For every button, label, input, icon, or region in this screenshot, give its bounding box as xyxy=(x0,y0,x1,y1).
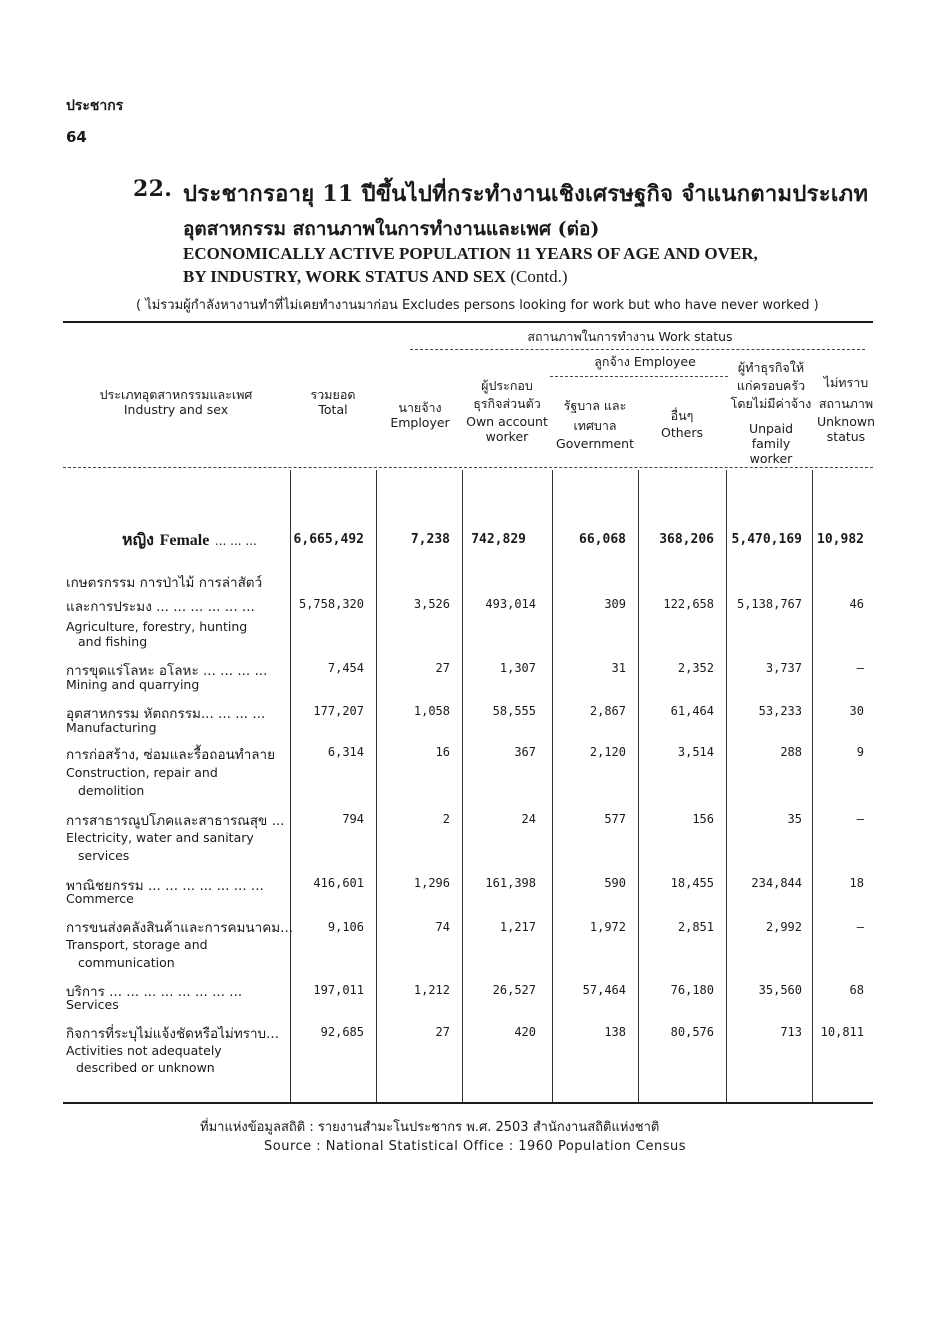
row-agriculture-others: 122,658 xyxy=(663,597,714,611)
header-unpaid-en1: Unpaid xyxy=(748,421,794,436)
row-manufacturing-gov: 2,867 xyxy=(589,704,626,718)
row-electricity-own: 24 xyxy=(521,812,536,826)
row-unknown-activity-en1: Activities not adequately xyxy=(66,1043,222,1058)
row-manufacturing-th1: อุตสาหกรรม หัตถกรรม... ... ... ... xyxy=(66,706,266,722)
row-mining-th1: การขุดแร่โลหะ อโลหะ ... ... ... ... xyxy=(66,663,268,679)
row-transport-th1: การขนส่งคลังสินค้าและการคมนาคม... xyxy=(66,920,294,936)
row-electricity-th1: การสาธารณูปโภคและสาธารณสุข ... xyxy=(66,813,285,829)
header-own-th1: ผู้ประกอบ xyxy=(481,378,533,393)
row-unknown-activity-others: 80,576 xyxy=(670,1025,714,1039)
row-manufacturing-en1: Manufacturing xyxy=(66,720,157,735)
title-contd: (Contd.) xyxy=(510,267,568,286)
female-total: 6,665,492 xyxy=(293,532,364,547)
female-own-account: 742,829 xyxy=(471,532,526,547)
header-gov-th2: เทศบาล xyxy=(573,418,617,433)
row-construction-unpaid: 288 xyxy=(780,745,802,759)
row-electricity-gov: 577 xyxy=(604,812,626,826)
row-commerce-total: 416,601 xyxy=(313,876,364,890)
source-english: Source : National Statistical Office : 1960 Population Census xyxy=(264,1139,686,1154)
row-electricity-unpaid: 35 xyxy=(787,812,802,826)
col-divider-2 xyxy=(376,470,377,1102)
col-divider-1 xyxy=(290,470,291,1102)
row-agriculture-unknown: 46 xyxy=(849,597,864,611)
female-unknown: 10,982 xyxy=(817,532,864,547)
header-bottom-rule xyxy=(63,467,873,468)
header-gov-en: Government xyxy=(556,436,634,451)
header-unknown-th1: ไม่ทราบ xyxy=(823,375,869,390)
row-electricity-total: 794 xyxy=(342,812,364,826)
row-services-en1: Services xyxy=(66,997,119,1012)
col-divider-7 xyxy=(812,470,813,1102)
header-gov-th1: รัฐบาล และ xyxy=(563,398,627,413)
row-mining-total: 7,454 xyxy=(327,661,364,675)
row-unknown-activity-unpaid: 713 xyxy=(780,1025,802,1039)
row-electricity-en1: Electricity, water and sanitary xyxy=(66,830,254,845)
row-unknown-activity-own: 420 xyxy=(514,1025,536,1039)
row-mining-unpaid: 3,737 xyxy=(765,661,802,675)
source-thai: ที่มาแห่งข้อมูลสถิติ : รายงานสำมะโนประชากร พ.ศ. 2503 สำนักงานสถิติแห่งชาติ xyxy=(200,1120,660,1135)
row-construction-unknown: 9 xyxy=(856,745,864,759)
row-manufacturing-own: 58,555 xyxy=(492,704,536,718)
row-construction-employer: 16 xyxy=(435,745,450,759)
header-unpaid-th2: แก่ครอบครัว xyxy=(736,378,806,393)
row-transport-others: 2,851 xyxy=(677,920,714,934)
row-electricity-employer: 2 xyxy=(442,812,450,826)
row-agriculture-en2: and fishing xyxy=(78,634,148,649)
row-transport-employer: 74 xyxy=(435,920,450,934)
header-unpaid-th3: โดยไม่มีค่าจ้าง xyxy=(730,396,812,411)
header-employee-rule xyxy=(550,376,728,377)
row-agriculture-en1: Agriculture, forestry, hunting xyxy=(66,619,248,634)
female-label-en: Female xyxy=(159,532,210,549)
header-unpaid-en3: worker xyxy=(749,451,793,466)
page-number: 64 xyxy=(66,128,87,146)
header-employee: ลูกจ้าง Employee xyxy=(594,354,696,369)
row-transport-unpaid: 2,992 xyxy=(765,920,802,934)
row-commerce-th1: พาณิชยกรรม ... ... ... ... ... ... ... xyxy=(66,878,264,894)
col-divider-3 xyxy=(462,470,463,1102)
header-employer-th: นายจ้าง xyxy=(398,400,442,415)
female-row-label xyxy=(122,528,257,553)
row-mining-others: 2,352 xyxy=(677,661,714,675)
header-industry-en: Industry and sex xyxy=(123,402,229,417)
row-transport-en2: communication xyxy=(78,955,175,970)
row-unknown-activity-en2: described or unknown xyxy=(76,1060,215,1075)
row-agriculture-th2: และการประมง ... ... ... ... ... ... xyxy=(66,599,255,615)
row-agriculture-unpaid: 5,138,767 xyxy=(736,597,802,611)
row-construction-en1: Construction, repair and xyxy=(66,765,218,780)
row-mining-own: 1,307 xyxy=(499,661,536,675)
section-name: ประชากร xyxy=(66,98,124,114)
row-agriculture-th1: เกษตรกรรม การป่าไม้ การล่าสัตว์ xyxy=(66,575,263,591)
exclusion-note: ( ไม่รวมผู้กำลังหางานทำที่ไม่เคยทำงานมาก่อน Excludes persons looking for work but who have never worked ) xyxy=(136,298,819,313)
row-services-employer: 1,212 xyxy=(413,983,450,997)
row-unknown-activity-total: 92,685 xyxy=(320,1025,364,1039)
row-transport-gov: 1,972 xyxy=(589,920,626,934)
row-agriculture-employer: 3,526 xyxy=(413,597,450,611)
row-services-others: 76,180 xyxy=(670,983,714,997)
row-manufacturing-unpaid: 53,233 xyxy=(758,704,802,718)
row-agriculture-own: 493,014 xyxy=(485,597,536,611)
row-commerce-unpaid: 234,844 xyxy=(751,876,802,890)
row-unknown-activity-unknown: 10,811 xyxy=(820,1025,864,1039)
row-commerce-gov: 590 xyxy=(604,876,626,890)
row-transport-en1: Transport, storage and xyxy=(66,937,208,952)
row-construction-total: 6,314 xyxy=(327,745,364,759)
row-unknown-activity-gov: 138 xyxy=(604,1025,626,1039)
row-transport-unknown: — xyxy=(856,920,864,934)
row-services-unknown: 68 xyxy=(849,983,864,997)
header-industry-th: ประเภทอุตสาหกรรมและเพศ xyxy=(99,387,253,402)
row-electricity-others: 156 xyxy=(692,812,714,826)
row-mining-unknown: — xyxy=(856,661,864,675)
row-construction-others: 3,514 xyxy=(677,745,714,759)
header-others-en: Others xyxy=(660,425,703,440)
row-manufacturing-total: 177,207 xyxy=(313,704,364,718)
header-unknown-th2: สถานภาพ xyxy=(818,396,874,411)
header-unknown-en2: status xyxy=(826,429,866,444)
row-unknown-activity-employer: 27 xyxy=(435,1025,450,1039)
header-total-th: รวมยอด xyxy=(310,387,356,402)
title-english-line2-text: BY INDUSTRY, WORK STATUS AND SEX xyxy=(183,267,507,286)
row-services-own: 26,527 xyxy=(492,983,536,997)
header-own-th2: ธุรกิจส่วนตัว xyxy=(473,396,541,411)
title-thai-line2: อุตสาหกรรม สถานภาพในการทำงานและเพศ (ต่อ) xyxy=(183,218,600,240)
row-manufacturing-unknown: 30 xyxy=(849,704,864,718)
row-services-total: 197,011 xyxy=(313,983,364,997)
female-label-th: หญิง xyxy=(122,530,154,549)
row-construction-en2: demolition xyxy=(78,783,145,798)
row-electricity-en2: services xyxy=(78,848,130,863)
col-divider-6 xyxy=(726,470,727,1102)
header-employer-en: Employer xyxy=(390,415,450,430)
row-manufacturing-others: 61,464 xyxy=(670,704,714,718)
row-construction-th1: การก่อสร้าง, ซ่อมและรื้อถอนทำลาย xyxy=(66,747,276,763)
row-electricity-unknown: — xyxy=(856,812,864,826)
row-services-gov: 57,464 xyxy=(582,983,626,997)
header-unpaid-th1: ผู้ทำธุรกิจให้ xyxy=(737,360,805,375)
row-transport-total: 9,106 xyxy=(327,920,364,934)
header-own-en1: Own account xyxy=(466,414,548,429)
title-thai-line1: ประชากรอายุ 11 ปีขึ้นไปที่กระทำงานเชิงเศรษฐกิจ จำแนกตามประเภท xyxy=(183,181,869,207)
table-bottom-rule xyxy=(63,1102,873,1104)
header-unknown-en1: Unknown xyxy=(816,414,876,429)
row-transport-own: 1,217 xyxy=(499,920,536,934)
row-agriculture-total: 5,758,320 xyxy=(298,597,364,611)
female-employer: 7,238 xyxy=(410,532,450,547)
row-commerce-unknown: 18 xyxy=(849,876,864,890)
row-manufacturing-employer: 1,058 xyxy=(413,704,450,718)
row-construction-gov: 2,120 xyxy=(589,745,626,759)
header-unpaid-en2: family xyxy=(751,436,791,451)
row-services-unpaid: 35,560 xyxy=(758,983,802,997)
female-unpaid: 5,470,169 xyxy=(731,532,802,547)
row-commerce-employer: 1,296 xyxy=(413,876,450,890)
row-agriculture-gov: 309 xyxy=(604,597,626,611)
header-work-status: สถานภาพในการทำงาน Work status xyxy=(527,329,733,344)
female-label-dots: ... ... ... xyxy=(214,534,257,548)
title-english-line2 xyxy=(183,267,568,287)
row-services-th1: บริการ ... ... ... ... ... ... ... ... xyxy=(66,984,243,1000)
table-number: 22. xyxy=(133,176,173,202)
col-divider-5 xyxy=(638,470,639,1102)
female-government: 66,068 xyxy=(579,532,626,547)
row-mining-employer: 27 xyxy=(435,661,450,675)
table-top-rule xyxy=(63,321,873,323)
row-unknown-activity-th1: กิจการที่ระบุไม่แจ้งชัดหรือไม่ทราบ... xyxy=(66,1026,280,1042)
header-others-th: อื่นๆ xyxy=(670,408,694,423)
title-english-line1: ECONOMICALLY ACTIVE POPULATION 11 YEARS OF AGE AND OVER, xyxy=(183,244,758,263)
row-mining-en1: Mining and quarrying xyxy=(66,677,200,692)
row-construction-own: 367 xyxy=(514,745,536,759)
row-mining-gov: 31 xyxy=(611,661,626,675)
header-own-en2: worker xyxy=(485,429,529,444)
row-commerce-en1: Commerce xyxy=(66,891,134,906)
header-total-en: Total xyxy=(318,402,348,417)
header-work-status-rule xyxy=(410,349,865,350)
row-commerce-others: 18,455 xyxy=(670,876,714,890)
col-divider-4 xyxy=(552,470,553,1102)
female-others: 368,206 xyxy=(659,532,714,547)
row-commerce-own: 161,398 xyxy=(485,876,536,890)
